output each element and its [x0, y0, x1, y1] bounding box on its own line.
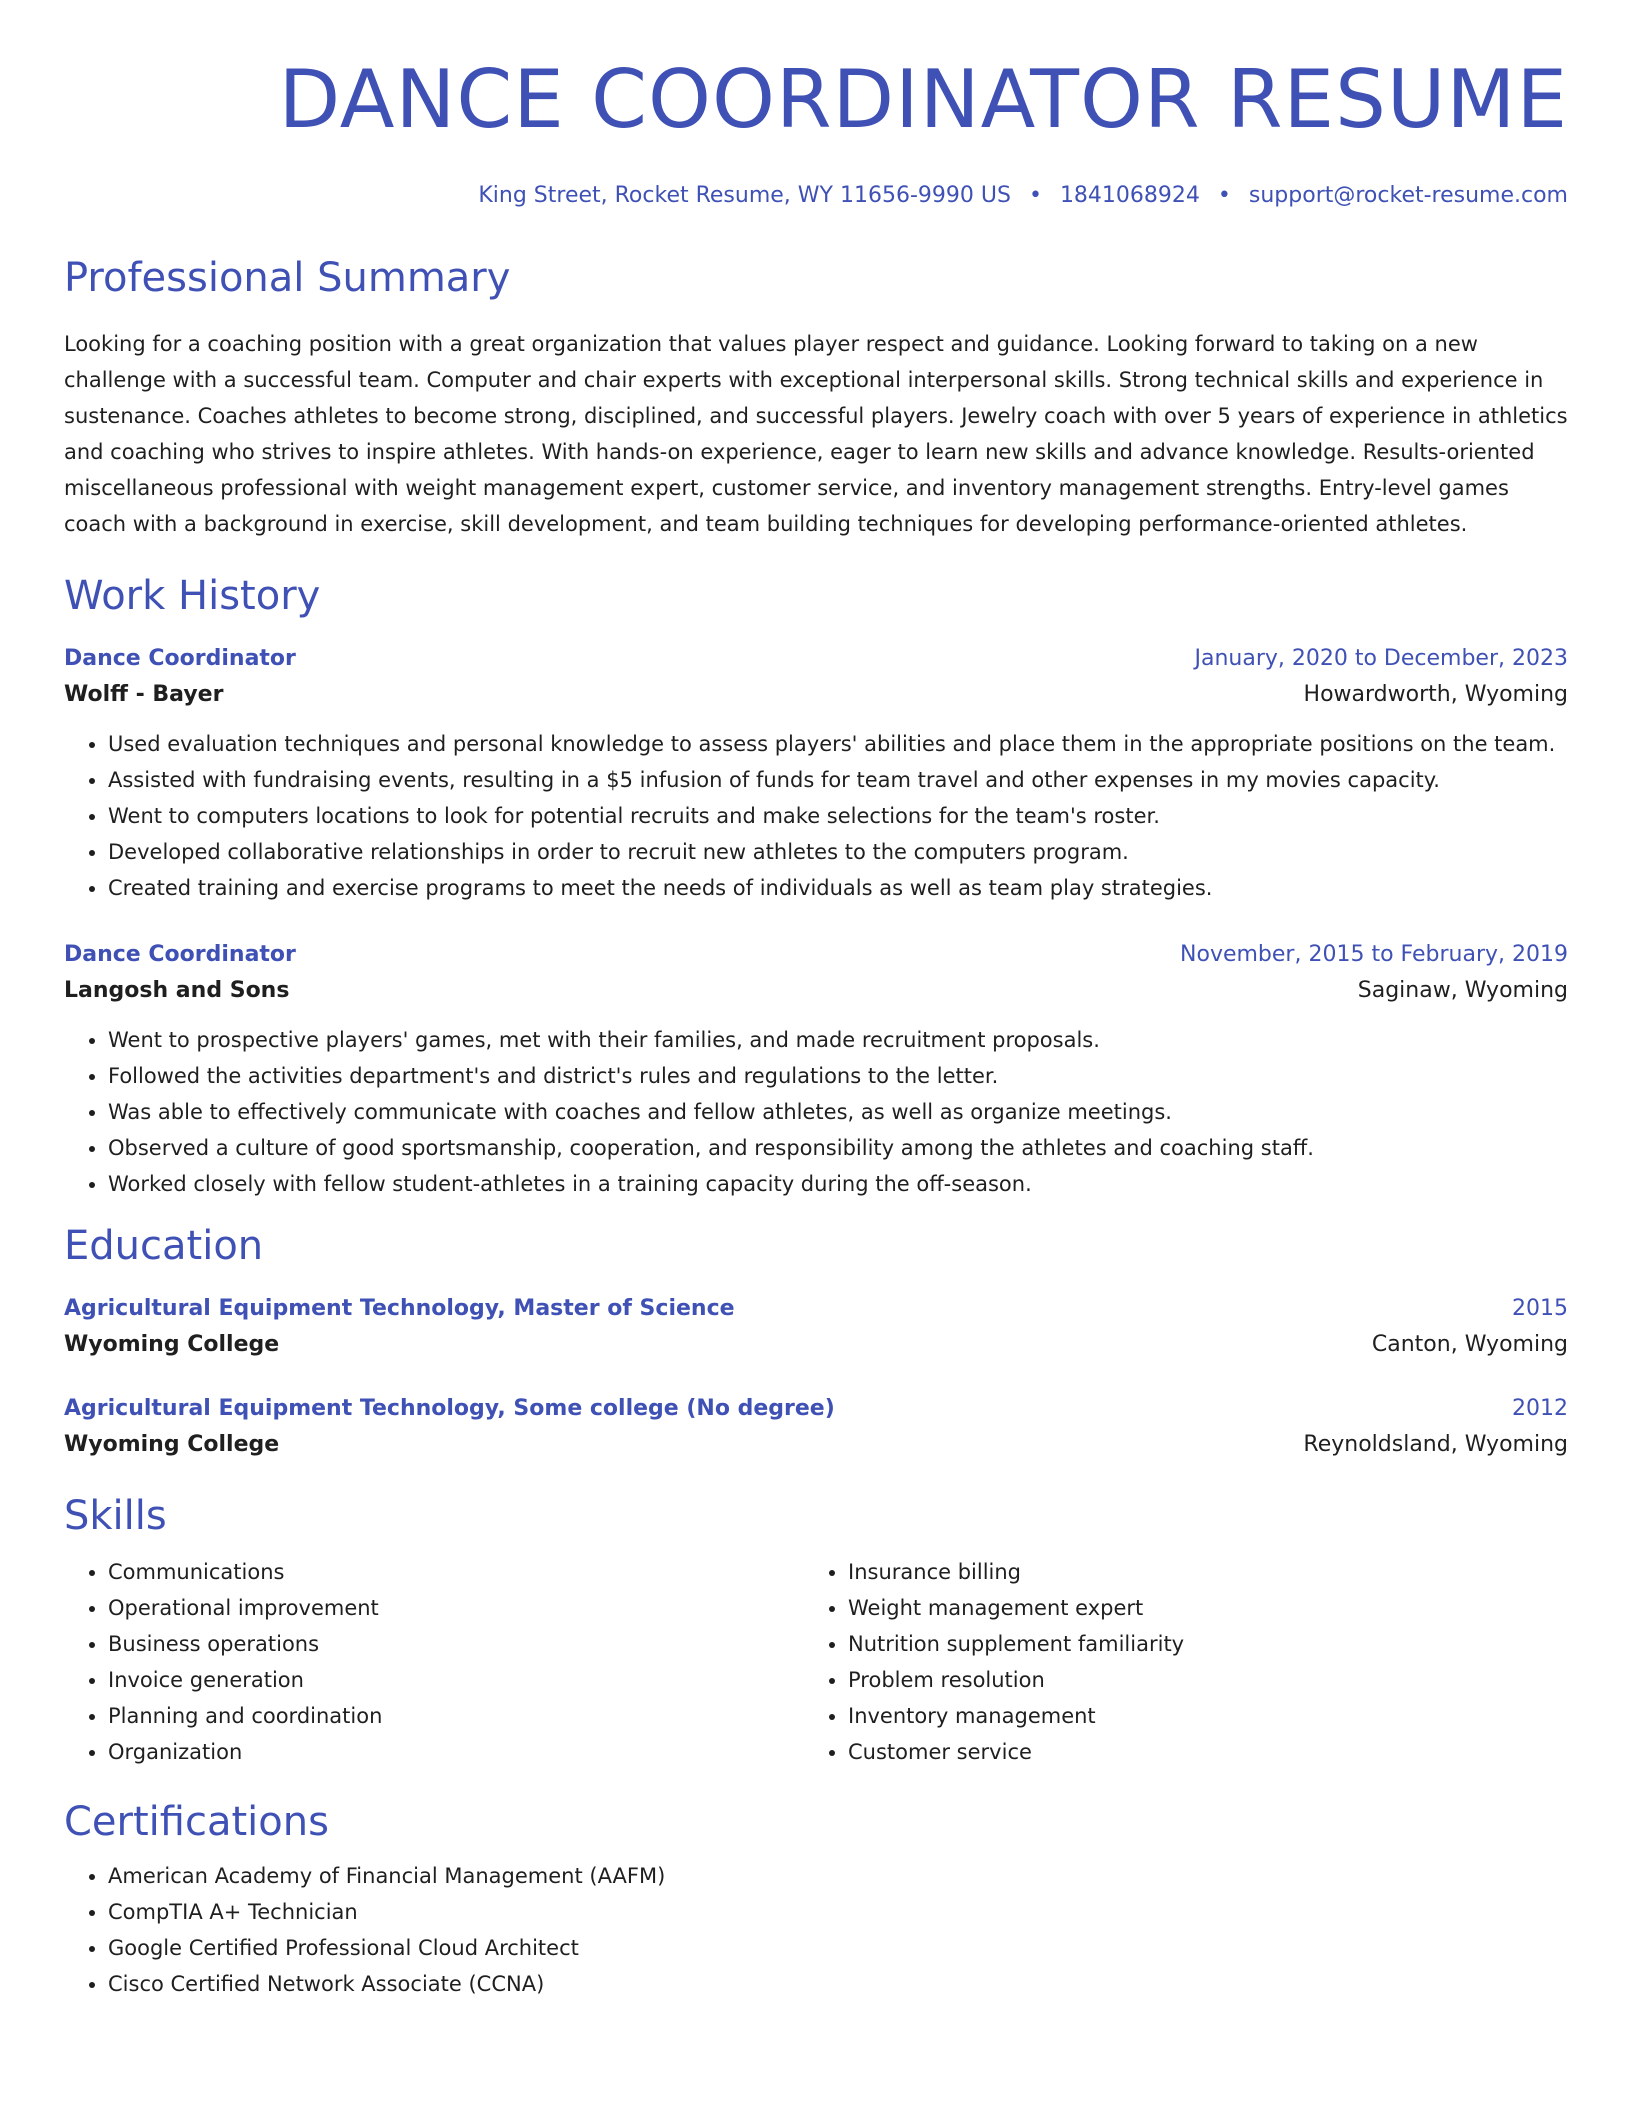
job-bullet: • Developed collaborative relationships in order to recruit new athletes to the computers program.: [108, 834, 1568, 870]
resume-title: DANCE COORDINATOR RESUME: [278, 53, 1568, 146]
education-entry: [64, 1292, 1568, 1364]
certifications-section: [64, 1798, 1568, 2002]
skills-column-left: [64, 1554, 804, 1770]
skill-item: • Business operations: [108, 1626, 804, 1662]
job-bullet: • Used evaluation techniques and personal knowledge to assess players' abilities and place them in the appropriate positions on the team.: [108, 726, 1568, 762]
certification-item: • CompTIA A+ Technician: [108, 1894, 1568, 1930]
job-employer-row: [64, 972, 1568, 1010]
job-bullet: • Created training and exercise programs to meet the needs of individuals as well as team play strategies.: [108, 870, 1568, 906]
contact-line: [64, 182, 1568, 210]
education-location: Canton, Wyoming: [1371, 1332, 1568, 1357]
certification-item: • Google Certified Professional Cloud Architect: [108, 1930, 1568, 1966]
job-header-row: [64, 642, 1568, 676]
certification-item: • American Academy of Financial Management (AAFM): [108, 1858, 1568, 1894]
contact-email: support@rocket-resume.com: [1248, 183, 1568, 208]
education-year: 2012: [1512, 1396, 1568, 1421]
education-location: Reynoldsland, Wyoming: [1303, 1432, 1568, 1457]
job-bullets: [64, 726, 1568, 906]
skill-item: • Operational improvement: [108, 1590, 804, 1626]
skill-item: • Organization: [108, 1734, 804, 1770]
job-title: Dance Coordinator: [64, 942, 296, 967]
education-school: Wyoming College: [64, 1432, 280, 1457]
skills-grid: [64, 1554, 1568, 1770]
skill-item: • Customer service: [848, 1734, 1544, 1770]
education-school: Wyoming College: [64, 1332, 280, 1357]
section-heading-education: Education: [64, 1223, 264, 1269]
job-dates: January, 2020 to December, 2023: [1194, 646, 1568, 671]
education-header-row: [64, 1392, 1568, 1426]
summary-text: Looking for a coaching position with a great organization that values player respect and guidance. Looking forward to taking on a new challenge with a successful team. Computer and chair experts with exceptional interpersonal skills. Strong technical skills and experience in sustenance. Coaches athletes to become strong, disciplined, and successful players. Jewelry coach with over 5 years of experience in athletics and coaching who strives to inspire athletes. With hands-on experience, eager to learn new skills and advance knowledge. Results-oriented miscellaneous professional with weight management expert, customer service, and inventory management strengths. Entry-level games coach with a background in exercise, skill development, and team building techniques for developing performance-oriented athletes.: [64, 332, 1568, 536]
job-bullet: • Was able to effectively communicate with coaches and fellow athletes, as well as organize meetings.: [108, 1094, 1568, 1130]
section-heading-skills: Skills: [64, 1493, 167, 1539]
certification-item: • Cisco Certified Network Associate (CCNA): [108, 1966, 1568, 2002]
education-school-row: [64, 1426, 1568, 1464]
skill-item: • Problem resolution: [848, 1662, 1544, 1698]
education-header-row: [64, 1292, 1568, 1326]
contact-phone: 1841068924: [1059, 183, 1200, 208]
skill-item: • Invoice generation: [108, 1662, 804, 1698]
job-bullet: • Observed a culture of good sportsmanship, cooperation, and responsibility among the athletes and coaching staff.: [108, 1130, 1568, 1166]
skills-section: [64, 1492, 1568, 1770]
contact-separator: •: [1217, 183, 1231, 208]
job-entry: [64, 642, 1568, 906]
skills-list: [64, 1554, 804, 1770]
skill-item: • Communications: [108, 1554, 804, 1590]
job-header-row: [64, 938, 1568, 972]
skills-list: [804, 1554, 1544, 1770]
section-heading-certifications: Certifications: [64, 1799, 329, 1845]
job-employer: Langosh and Sons: [64, 978, 290, 1003]
job-title: Dance Coordinator: [64, 646, 296, 671]
job-bullet: • Went to computers locations to look for potential recruits and make selections for the team's roster.: [108, 798, 1568, 834]
job-location: Saginaw, Wyoming: [1357, 978, 1568, 1003]
education-year: 2015: [1512, 1296, 1568, 1321]
job-bullets: [64, 1022, 1568, 1202]
education-section: [64, 1222, 1568, 1464]
job-bullet: • Assisted with fundraising events, resulting in a $5 infusion of funds for team travel and other expenses in my movies capacity.: [108, 762, 1568, 798]
section-heading-summary: Professional Summary: [64, 255, 511, 301]
resume-header: [64, 53, 1568, 210]
skill-item: • Weight management expert: [848, 1590, 1544, 1626]
section-heading-work: Work History: [64, 573, 321, 619]
skills-column-right: [804, 1554, 1544, 1770]
skill-item: • Inventory management: [848, 1698, 1544, 1734]
job-employer-row: [64, 676, 1568, 714]
contact-address: King Street, Rocket Resume, WY 11656-9990 US: [478, 183, 1011, 208]
skill-item: • Planning and coordination: [108, 1698, 804, 1734]
education-degree: Agricultural Equipment Technology, Some college (No degree): [64, 1396, 835, 1421]
work-history-section: [64, 572, 1568, 1202]
contact-separator: •: [1028, 183, 1042, 208]
professional-summary-section: [64, 254, 1568, 542]
job-employer: Wolff - Bayer: [64, 682, 224, 707]
job-location: Howardworth, Wyoming: [1303, 682, 1568, 707]
certifications-list: [64, 1858, 1568, 2002]
education-degree: Agricultural Equipment Technology, Master of Science: [64, 1296, 735, 1321]
job-bullet: • Went to prospective players' games, met with their families, and made recruitment proposals.: [108, 1022, 1568, 1058]
education-school-row: [64, 1326, 1568, 1364]
job-bullet: • Worked closely with fellow student-athletes in a training capacity during the off-season.: [108, 1166, 1568, 1202]
skill-item: • Insurance billing: [848, 1554, 1544, 1590]
skill-item: • Nutrition supplement familiarity: [848, 1626, 1544, 1662]
education-entry: [64, 1392, 1568, 1464]
job-dates: November, 2015 to February, 2019: [1180, 942, 1568, 967]
job-bullet: • Followed the activities department's and district's rules and regulations to the letter.: [108, 1058, 1568, 1094]
job-entry: [64, 938, 1568, 1202]
